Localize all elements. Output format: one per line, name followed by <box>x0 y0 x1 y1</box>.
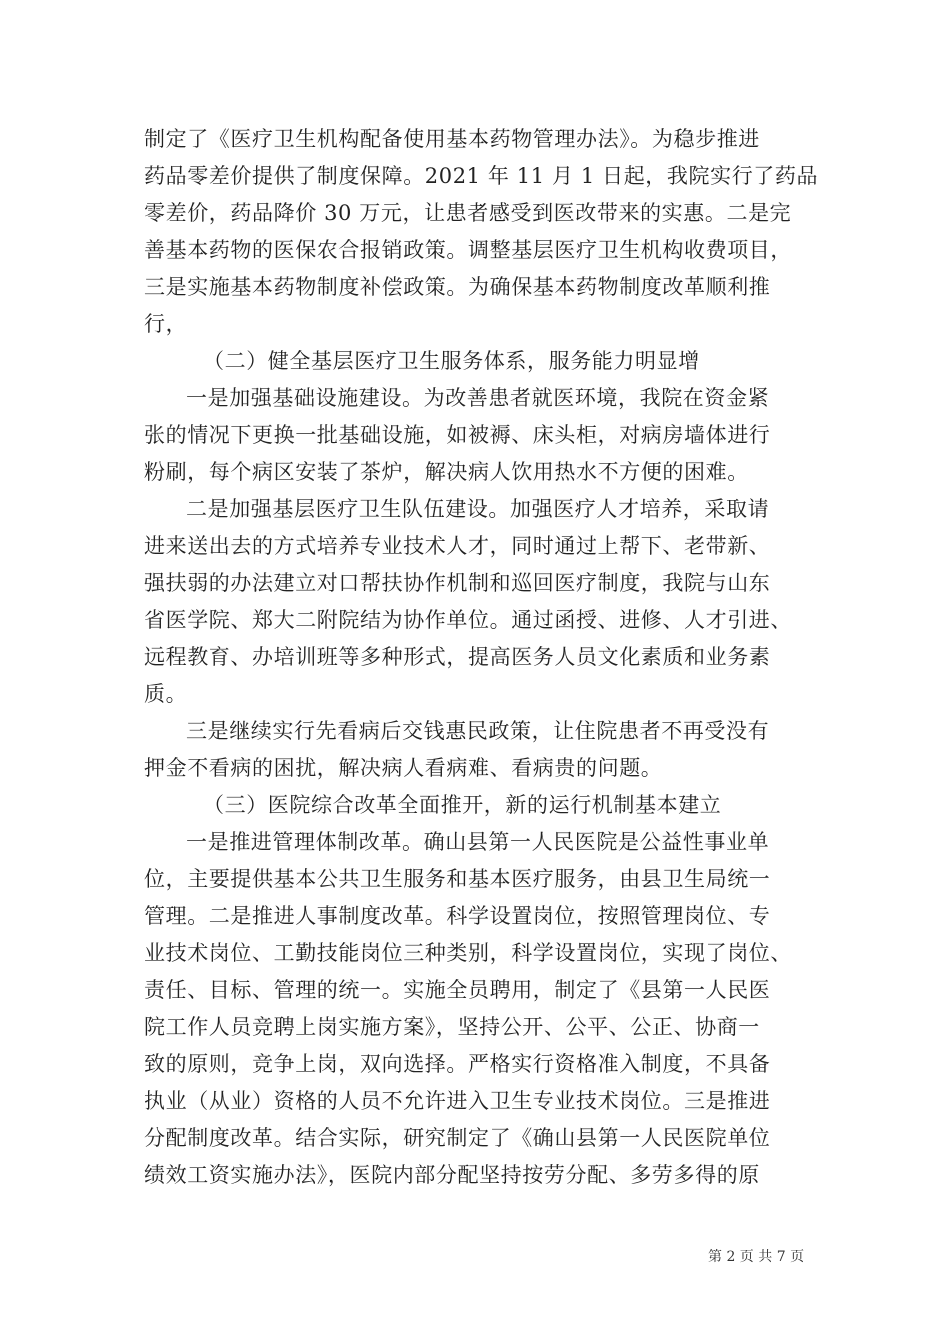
section-heading: （三）医院综合改革全面推开，新的运行机制基本建立 <box>203 793 722 817</box>
text-line: 押金不看病的困扰，解决病人看病难、看病贵的问题。 <box>144 756 663 780</box>
text-line: 位，主要提供基本公共卫生服务和基本医疗服务，由县卫生局统一 <box>144 867 771 891</box>
text-line: 三是实施基本药物制度补偿政策。为确保基本药物制度改革顺利推 <box>144 275 771 299</box>
text-line: 张的情况下更换一批基础设施，如被褥、床头柜，对病房墙体进行 <box>144 423 771 447</box>
paragraph-start: 一是加强基础设施建设。为改善患者就医环境，我院在资金紧 <box>186 386 770 410</box>
section-heading: （二）健全基层医疗卫生服务体系，服务能力明显增 <box>203 349 700 373</box>
text-line: 院工作人员竞聘上岗实施方案》，坚持公开、公平、公正、协商一 <box>144 1015 760 1039</box>
text-line: 管理。二是推进人事制度改革。科学设置岗位，按照管理岗位、专 <box>144 904 771 928</box>
text-line: 零差价，药品降价 30 万元，让患者感受到医改带来的实惠。二是完 <box>144 201 792 225</box>
text-line: 行， <box>144 312 188 336</box>
text-line: 粉刷，每个病区安装了茶炉，解决病人饮用热水不方便的困难。 <box>144 460 749 484</box>
text-line: 质。 <box>144 682 188 706</box>
text-line: 省医学院、郑大二附院结为协作单位。通过函授、进修、人才引进、 <box>144 608 792 632</box>
paragraph-start: 一是推进管理体制改革。确山县第一人民医院是公益性事业单 <box>186 830 770 854</box>
text-line: 远程教育、办培训班等多种形式，提高医务人员文化素质和业务素 <box>144 645 771 669</box>
text-line: 进来送出去的方式培养专业技术人才，同时通过上帮下、老带新、 <box>144 534 771 558</box>
paragraph-start: 三是继续实行先看病后交钱惠民政策，让住院患者不再受没有 <box>186 719 770 743</box>
text-line: 绩效工资实施办法》，医院内部分配坚持按劳分配、多劳多得的原 <box>144 1163 760 1187</box>
page-number: 第 2 页 共 7 页 <box>708 1249 805 1265</box>
text-line: 强扶弱的办法建立对口帮扶协作机制和巡回医疗制度，我院与山东 <box>144 571 771 595</box>
text-line: 执业（从业）资格的人员不允许进入卫生专业技术岗位。三是推进 <box>144 1089 771 1113</box>
text-line: 业技术岗位、工勤技能岗位三种类别，科学设置岗位，实现了岗位、 <box>144 941 792 965</box>
text-line: 致的原则，竞争上岗，双向选择。严格实行资格准入制度，不具备 <box>144 1052 771 1076</box>
text-line: 责任、目标、管理的统一。实施全员聘用，制定了《县第一人民医 <box>144 978 771 1002</box>
text-line: 善基本药物的医保农合报销政策。调整基层医疗卫生机构收费项目， <box>144 238 792 262</box>
paragraph-start: 二是加强基层医疗卫生队伍建设。加强医疗人才培养，采取请 <box>186 497 770 521</box>
text-line: 制定了《医疗卫生机构配备使用基本药物管理办法》。为稳步推进 <box>144 127 760 151</box>
text-line: 药品零差价提供了制度保障。2021 年 11 月 1 日起，我院实行了药品 <box>144 164 819 188</box>
text-line: 分配制度改革。结合实际，研究制定了《确山县第一人民医院单位 <box>144 1126 771 1150</box>
